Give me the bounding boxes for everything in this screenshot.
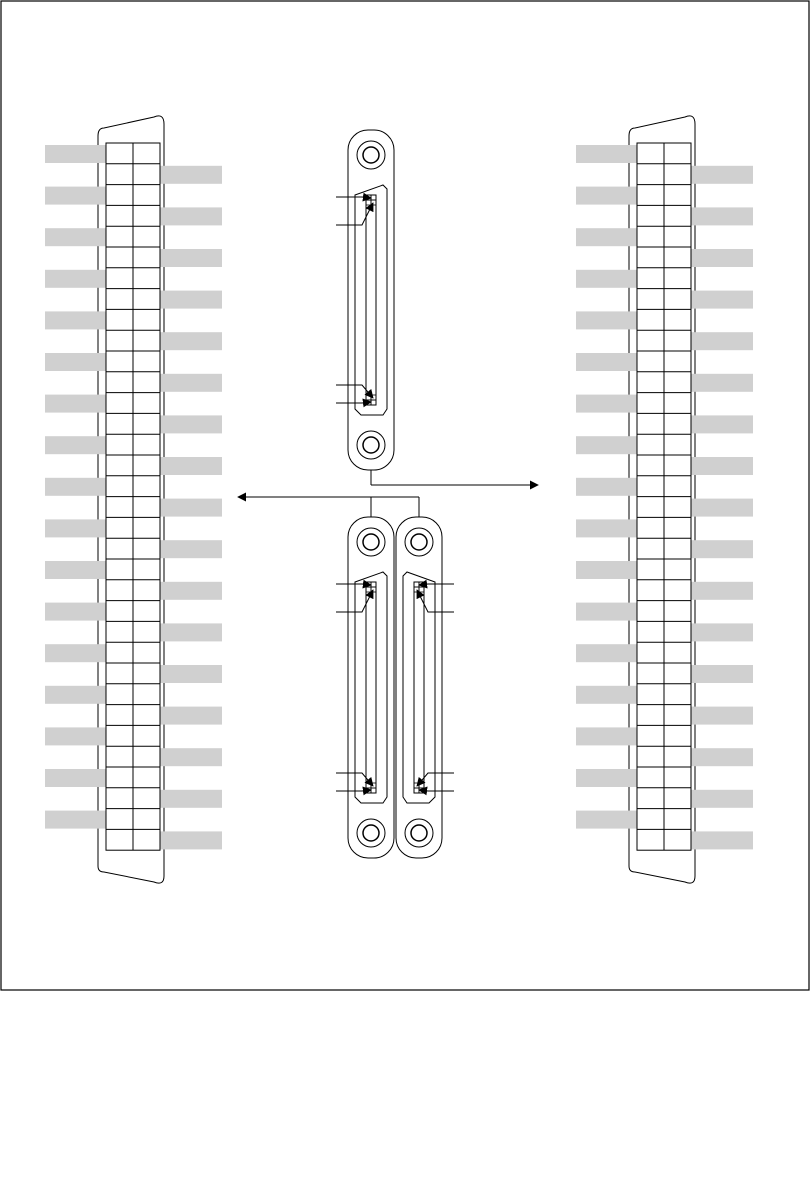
pin-label-box-right (160, 707, 222, 725)
pin-label-box-left (576, 603, 637, 621)
pin-callout-leader (336, 197, 371, 198)
pin-square (366, 587, 371, 592)
pin-label-box-right (691, 540, 753, 558)
connector-shell (98, 116, 164, 883)
pin-label-box-right (160, 831, 222, 849)
screw-hole-outer (357, 819, 385, 847)
pin-callout-leader (336, 402, 371, 403)
contact-shell (355, 572, 387, 803)
left-connector (45, 116, 222, 883)
pin-square (414, 582, 419, 587)
pin-label-box-left (45, 395, 106, 413)
screw-hole-outer (357, 431, 385, 459)
pin-callout-leader (336, 790, 371, 791)
pin-label-box-left (576, 769, 637, 787)
pin-label-box-right (691, 291, 753, 309)
contact-shell (403, 572, 435, 803)
pin-square (366, 395, 371, 400)
pin-label-box-right (160, 499, 222, 517)
screw-hole-inner (363, 437, 379, 453)
pin-square (366, 783, 371, 788)
pin-label-box-right (691, 332, 753, 350)
top-connector (336, 130, 394, 470)
pin-square (419, 783, 424, 788)
pin-label-box-left (576, 436, 637, 454)
pin-square (371, 587, 376, 592)
pin-label-box-left (576, 187, 637, 205)
figure-frame (1, 1, 809, 990)
pin-label-box-right (691, 499, 753, 517)
pin-label-box-left (576, 686, 637, 704)
pin-label-box-left (576, 270, 637, 288)
pin-label-box-right (160, 457, 222, 475)
pin-label-box-left (45, 769, 106, 787)
pin-label-box-left (576, 561, 637, 579)
connector-shell (629, 116, 695, 883)
screw-hole-inner (363, 147, 379, 163)
bottom-connector-b (396, 517, 454, 858)
pin-label-box-left (45, 270, 106, 288)
contact-slot (414, 582, 424, 793)
pin-label-box-right (160, 665, 222, 683)
pin-label-box-left (576, 395, 637, 413)
pin-label-box-left (45, 436, 106, 454)
pin-label-box-right (691, 831, 753, 849)
pin-label-box-right (691, 623, 753, 641)
pin-label-box-left (45, 519, 106, 537)
pin-label-box-right (160, 582, 222, 600)
pin-label-box-right (691, 415, 753, 433)
pin-label-box-right (691, 374, 753, 392)
pin-label-box-right (691, 707, 753, 725)
screw-hole-inner (411, 534, 427, 550)
pin-label-box-right (691, 207, 753, 225)
pin-label-box-left (45, 603, 106, 621)
pin-label-box-right (160, 623, 222, 641)
screw-hole-inner (363, 534, 379, 550)
pin-square (414, 788, 419, 793)
pin-label-box-left (576, 644, 637, 662)
pin-label-box-right (691, 790, 753, 808)
pin-label-box-left (45, 187, 106, 205)
pin-square (419, 587, 424, 592)
pin-square (371, 195, 376, 200)
screw-hole-outer (357, 141, 385, 169)
pin-label-box-left (576, 145, 637, 163)
pin-square (371, 582, 376, 587)
pin-label-box-left (45, 727, 106, 745)
pin-square (414, 587, 419, 592)
pin-label-box-right (160, 374, 222, 392)
pin-label-box-right (691, 249, 753, 267)
pin-label-box-right (160, 790, 222, 808)
pin-label-box-right (160, 249, 222, 267)
contact-slot (366, 582, 376, 793)
pin-label-box-right (160, 332, 222, 350)
pin-label-box-left (45, 686, 106, 704)
pin-callout-leader (419, 790, 454, 791)
pin-callout-leader (419, 584, 454, 585)
screw-hole-outer (357, 528, 385, 556)
pin-square (371, 788, 376, 793)
pin-label-box-left (576, 727, 637, 745)
pin-label-box-left (45, 228, 106, 246)
connection-arrows (238, 470, 538, 517)
pin-label-box-right (160, 748, 222, 766)
pin-square (371, 200, 376, 205)
pin-label-box-right (160, 291, 222, 309)
contact-slot (366, 195, 376, 405)
screw-hole-inner (363, 825, 379, 841)
pin-label-box-left (45, 644, 106, 662)
pin-label-box-left (576, 519, 637, 537)
contact-shell (355, 185, 387, 415)
right-connector (576, 116, 753, 883)
pin-label-box-right (160, 207, 222, 225)
pin-label-box-left (45, 311, 106, 329)
pin-label-box-left (45, 478, 106, 496)
pin-square (366, 200, 371, 205)
screw-hole-inner (411, 825, 427, 841)
pin-label-box-right (160, 415, 222, 433)
screw-hole-outer (405, 528, 433, 556)
pin-label-box-left (576, 811, 637, 829)
pin-label-box-left (576, 228, 637, 246)
pin-label-box-left (576, 311, 637, 329)
pin-label-box-right (160, 540, 222, 558)
pin-label-box-right (691, 582, 753, 600)
pin-label-box-right (160, 166, 222, 184)
pin-label-box-left (45, 811, 106, 829)
bottom-connector-a (336, 517, 394, 858)
pin-label-box-left (45, 353, 106, 371)
pin-label-box-left (576, 478, 637, 496)
pin-label-box-right (691, 665, 753, 683)
screw-hole-outer (405, 819, 433, 847)
pin-label-box-left (45, 561, 106, 579)
pin-label-box-left (45, 145, 106, 163)
pin-callout-leader (336, 584, 371, 585)
pin-label-box-right (691, 166, 753, 184)
pin-label-box-right (691, 457, 753, 475)
pin-label-box-right (691, 748, 753, 766)
pin-square (371, 400, 376, 405)
pin-label-box-left (576, 353, 637, 371)
